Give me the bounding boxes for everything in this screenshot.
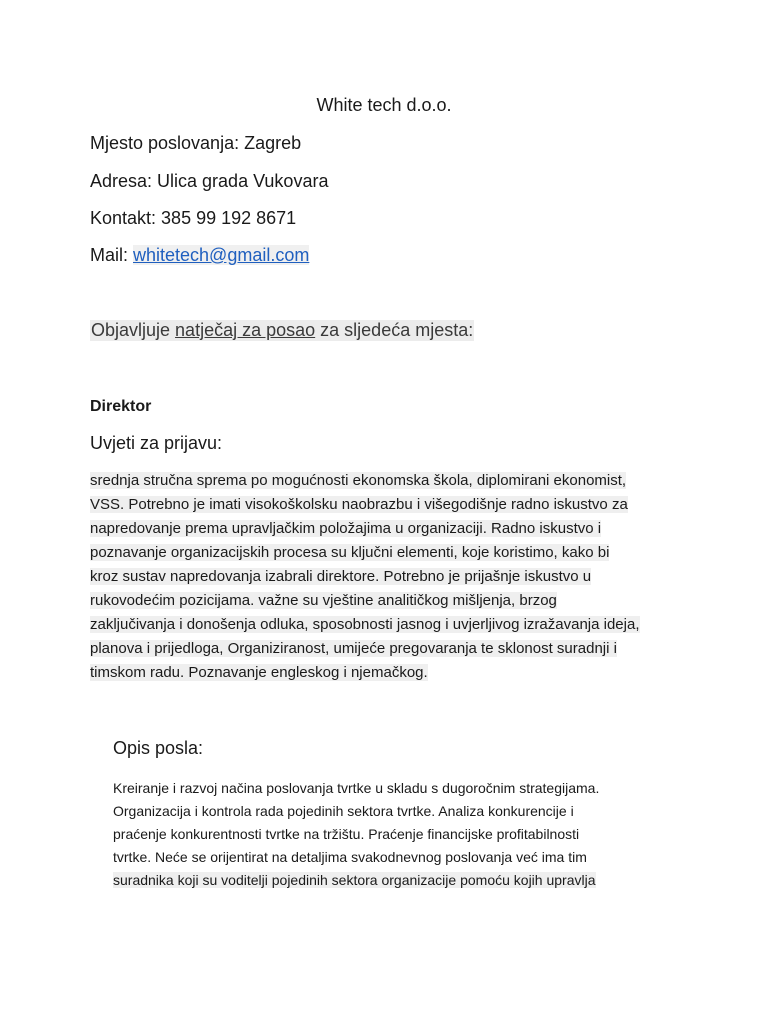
requirements-line: planova i prijedloga, Organiziranost, umijeće pregovaranja te sklonost suradnji i xyxy=(90,640,617,657)
company-address: Adresa: Ulica grada Vukovara xyxy=(90,171,329,191)
requirements-line: poznavanje organizacijskih procesa su ključni elementi, koje koristimo, kako bi xyxy=(90,544,610,561)
company-name: White tech d.o.o. xyxy=(316,95,452,115)
company-location: Mjesto poslovanja: Zagreb xyxy=(90,133,302,153)
announcement-suffix: za sljedeća mjesta: xyxy=(315,320,474,340)
requirements-line: kroz sustav napredovanja izabrali direktore. Potrebno je prijašnje iskustvo u xyxy=(90,568,592,585)
requirements-line: VSS. Potrebno je imati visokoškolsku naobrazbu i višegodišnje radno iskustvo za xyxy=(90,496,628,513)
company-mail xyxy=(90,245,309,266)
description-heading: Opis posla: xyxy=(113,738,204,758)
announcement xyxy=(90,320,474,341)
description-line: suradnika koji su voditelji pojedinih sektora organizacije pomoću kojih upravlja xyxy=(113,872,596,888)
requirements-line: timskom radu. Poznavanje engleskog i njemačkog. xyxy=(90,664,428,681)
mail-link[interactable]: whitetech@gmail.com xyxy=(133,245,310,265)
requirements-line: napredovanje prema upravljačkim položajima u organizaciji. Radno iskustvo i xyxy=(90,520,602,537)
description-body xyxy=(113,777,599,892)
requirements-line: rukovodećim pozicijama. važne su vještine analitičkog mišljenja, brzog xyxy=(90,592,557,609)
requirements-line: srednja stručna sprema po mogućnosti ekonomska škola, diplomirani ekonomist, xyxy=(90,472,627,489)
requirements-line: zaključivanja i donošenja odluka, sposobnosti jasnog i uvjerljivog izražavanja ideja, xyxy=(90,616,640,633)
position-title: Direktor xyxy=(90,398,152,415)
announcement-underlined: natječaj za posao xyxy=(175,320,316,340)
description-line: Kreiranje i razvoj načina poslovanja tvrtke u skladu s dugoročnim strategijama. xyxy=(113,780,600,796)
announcement-prefix: Objavljuje xyxy=(91,320,176,340)
requirements-heading: Uvjeti za prijavu: xyxy=(90,433,223,453)
company-contact: Kontakt: 385 99 192 8671 xyxy=(90,208,297,228)
mail-label: Mail: xyxy=(90,245,134,265)
description-line: tvrtke. Neće se orijentirat na detaljima svakodnevnog poslovanja već ima tim xyxy=(113,849,587,865)
requirements-body xyxy=(90,469,640,685)
description-line: praćenje konkurentnosti tvrtke na tržištu. Praćenje financijske profitabilnosti xyxy=(113,826,580,842)
description-line: Organizacija i kontrola rada pojedinih sektora tvrtke. Analiza konkurencije i xyxy=(113,803,574,819)
